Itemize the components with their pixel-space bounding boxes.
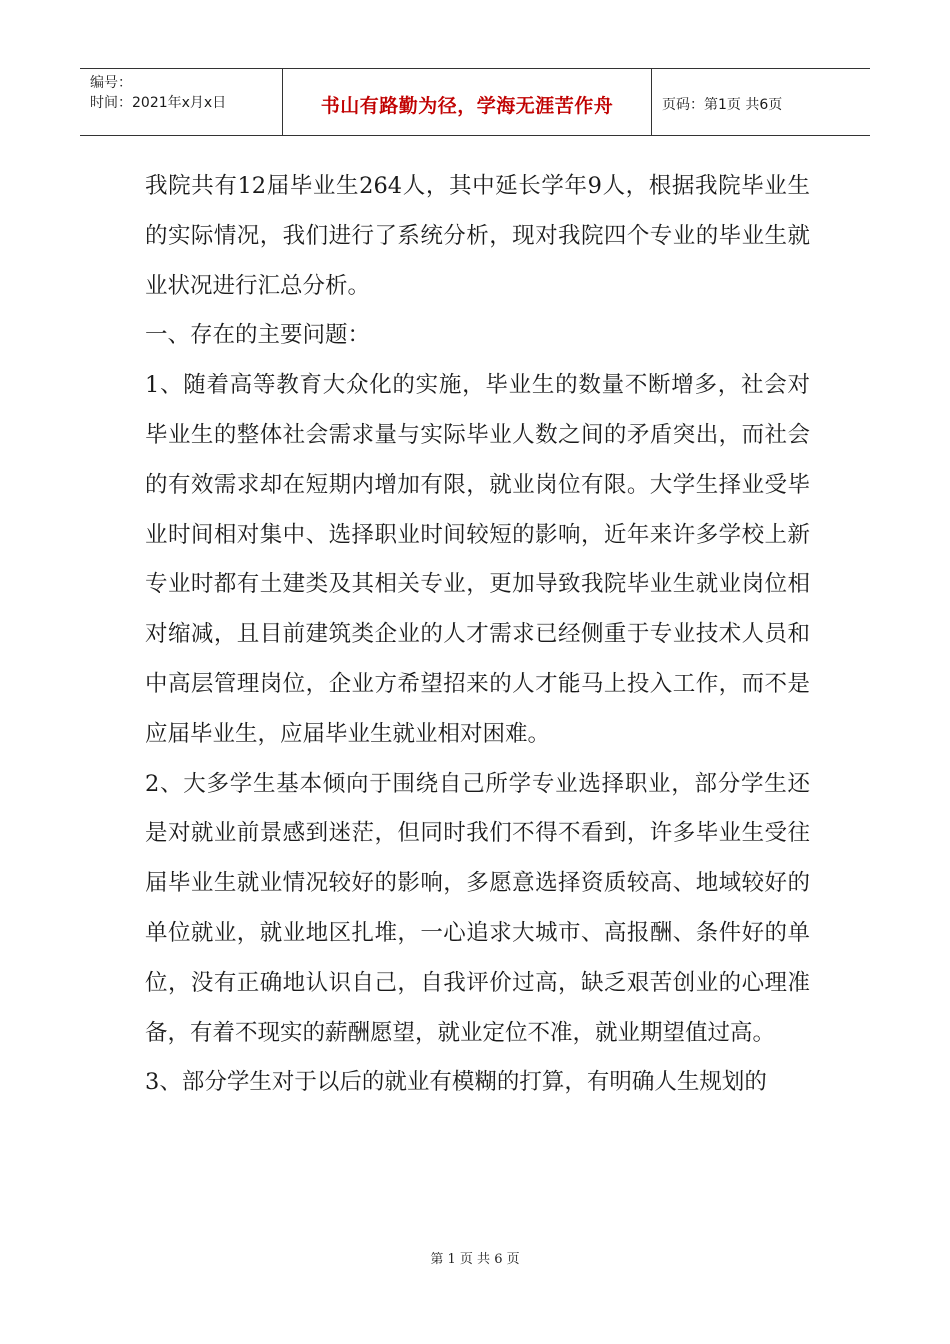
header-page-info: 页码：第1页 共6页 <box>662 97 783 113</box>
document-header <box>80 68 870 136</box>
page-footer: 第 1 页 共 6 页 <box>430 1252 520 1267</box>
date-label: 时间：2021年x月x日 <box>90 95 227 111</box>
header-meta <box>80 69 283 135</box>
section-heading: 一、存在的主要问题： <box>145 322 371 349</box>
paragraph-item-3: 3、部分学生对于以后的就业有模糊的打算，有明确人生规划的 <box>145 1069 767 1096</box>
paragraph-item-2: 2、大多学生基本倾向于围绕自己所学专业选择职业，部分学生还是对就业前景感到迷茫，但同时我们不得不看到，许多毕业生受往届毕业生就业情况较好的影响，多愿意选择资质较高、地域较好的单位就业，就业地区扎堆，一心追求大城市、高报酬、条件好的单位，没有正确地认识自己，自我评价过高，缺乏艰苦创业的心理准备，有着不现实的薪酬愿望，就业定位不准，就业期望值过高。 <box>145 770 810 1046</box>
paragraph-intro: 我院共有12届毕业生264人，其中延长学年9人，根据我院毕业生的实际情况，我们进行了系统分析，现对我院四个专业的毕业生就业状况进行汇总分析。 <box>145 173 810 299</box>
paragraph-item-1: 1、随着高等教育大众化的实施，毕业生的数量不断增多，社会对毕业生的整体社会需求量与实际毕业人数之间的矛盾突出，而社会的有效需求却在短期内增加有限，就业岗位有限。大学生择业受毕业时间相对集中、选择职业时间较短的影响，近年来许多学校上新专业时都有土建类及其相关专业，更加导致我院毕业生就业岗位相对缩减，且目前建筑类企业的人才需求已经侧重于专业技术人员和中高层管理岗位，企业方希望招来的人才能马上投入工作，而不是应届毕业生，应届毕业生就业相对困难。 <box>145 372 810 747</box>
document-body <box>145 162 810 1108</box>
header-motto: 书山有路勤为径，学海无涯苦作舟 <box>283 69 652 135</box>
number-label: 编号： <box>90 75 132 91</box>
